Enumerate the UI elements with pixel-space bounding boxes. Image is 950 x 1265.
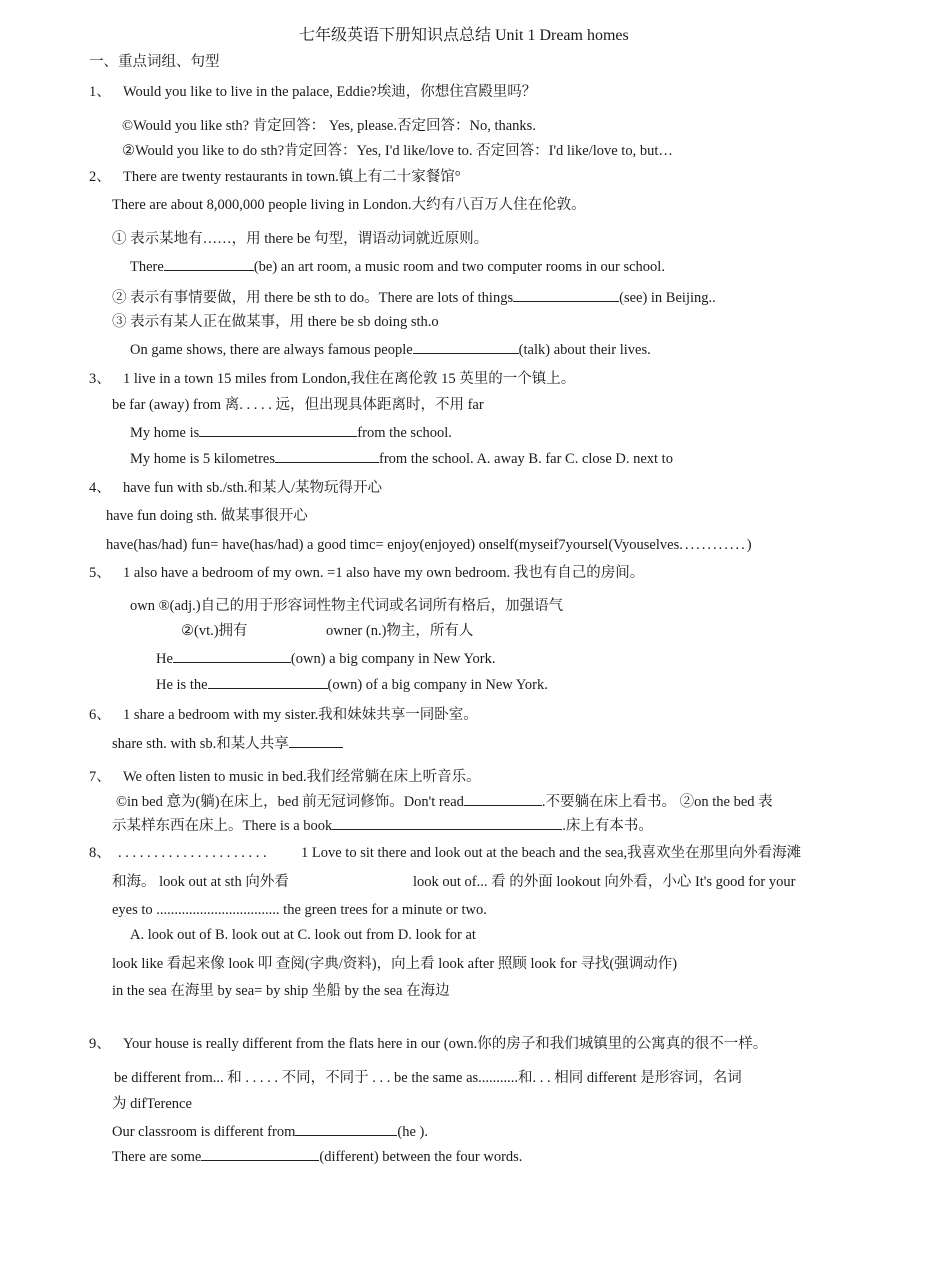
answer-blank[interactable] <box>513 287 619 302</box>
note-line: ②(vt.)拥有 <box>181 623 248 639</box>
exercise-line <box>130 448 673 469</box>
note-line: look out of... 看 的外面 lookout 向外看，小心 It's good for your <box>413 874 796 890</box>
exercise-text: My home is <box>130 425 200 441</box>
note-line <box>112 733 343 754</box>
note-line: ②Would you like to do sth?肯定回答：Yes, I'd like/love to. 否定回答：I'd like/love to, but… <box>122 143 673 159</box>
note-line <box>112 815 653 836</box>
item-sentence: There are twenty restaurants in town.镇上有二十家餐馆° <box>123 169 461 185</box>
exercise-text: He is the <box>156 677 208 693</box>
answer-blank[interactable] <box>201 1146 319 1161</box>
item-sentence: There are about 8,000,000 people living in London.大约有八百万人住在伦敦。 <box>112 197 586 213</box>
rule-text: (see) in Beijing.. <box>619 290 716 306</box>
dotted-blank: .................................. <box>156 902 280 918</box>
note-text: 示某样东西在床上。There is a book <box>112 818 333 834</box>
answer-blank[interactable] <box>208 674 328 689</box>
exercise-line <box>112 1146 522 1167</box>
exercise-line <box>130 339 651 360</box>
item-sentence: 1 also have a bedroom of my own. =1 also have my own bedroom. 我也有自己的房间。 <box>123 565 645 581</box>
note-text: ©in bed 意为(躺)在床上，bed 前无冠词修饰。Don't read <box>116 794 464 810</box>
note-line: look like 看起来像 look 叩 查阅(字典/资料)，向上看 look after 照顾 look for 寻找(强调动作) <box>112 956 678 972</box>
note-line: own ®(adj.)自己的用于形容词性物主代词或名词所有格后，加强语气 <box>130 598 564 614</box>
exercise-text: (be) an art room, a music room and two computer rooms in our school. <box>253 259 665 275</box>
exercise-text: (own) a big company in New York. <box>290 651 496 667</box>
item-number: 7、 <box>89 769 111 785</box>
exercise-text: Our classroom is different from <box>112 1124 296 1140</box>
answer-blank[interactable] <box>164 256 254 271</box>
exercise-line <box>156 648 496 669</box>
exercise-text: (he ). <box>397 1124 428 1140</box>
item-number: 9、 <box>89 1036 111 1052</box>
answer-blank[interactable] <box>332 815 562 830</box>
answer-blank[interactable] <box>413 339 519 354</box>
note-line <box>116 791 773 812</box>
note-text: .不要躺在床上看书。 ②on the bed 表 <box>541 794 773 810</box>
item-number: 2、 <box>89 169 111 185</box>
answer-options: A. look out of B. look out at C. look out from D. look for at <box>130 927 476 943</box>
item-sentence: 1 live in a town 15 miles from London,我住在离伦敦 15 英里的一个镇上。 <box>123 371 576 387</box>
answer-blank[interactable] <box>275 448 379 463</box>
answer-blank[interactable] <box>289 733 343 748</box>
item-number: 5、 <box>89 565 111 581</box>
rule-text: ② 表示有事情要做，用 there be sth to do。There are lots of things <box>112 290 514 306</box>
exercise-text: the green trees for a minute or two. <box>283 902 487 918</box>
exercise-line <box>112 1121 428 1142</box>
answer-blank[interactable] <box>199 422 357 437</box>
note-line: owner (n.)物主，所有人 <box>326 623 474 639</box>
item-number: 3、 <box>89 371 111 387</box>
note-line: be different from... 和 . . . . . 不同，不同于 . . . be the same as...........和. . . 相同 different 是形容词，名词 <box>114 1070 742 1086</box>
note-text: ) <box>746 537 752 553</box>
item-number: 1、 <box>89 84 111 100</box>
note-text: .床上有本书。 <box>562 818 653 834</box>
item-sentence: have fun with sb./sth.和某人/某物玩得开心 <box>123 480 382 496</box>
item-number: 8、 <box>89 845 111 861</box>
note-text: have(has/had) fun= have(has/had) a good timc= enjoy(enjoyed) onself(myseif7yoursel(Vyouselves <box>106 537 680 553</box>
rule-line: ③ 表示有某人正在做某事，用 there be sb doing sth.o <box>112 314 439 330</box>
note-line: 和海。 look out at sth 向外看 <box>112 874 289 890</box>
item-sentence: 1 share a bedroom with my sister.我和妹妹共享一同卧室。 <box>123 707 478 723</box>
exercise-text: There are some <box>112 1149 202 1165</box>
exercise-text: He <box>156 651 173 667</box>
rule-line <box>112 287 716 308</box>
exercise-text: (talk) about their lives. <box>518 342 651 358</box>
exercise-text: (own) of a big company in New York. <box>327 677 548 693</box>
exercise-text: On game shows, there are always famous people <box>130 342 413 358</box>
page-title: 七年级英语下册知识点总结 Unit 1 Dream homes <box>299 27 629 44</box>
exercise-text: from the school. <box>357 425 452 441</box>
note-line: in the sea 在海里 by sea= by ship 坐船 by the sea 在海边 <box>112 983 450 999</box>
exercise-line <box>112 900 487 920</box>
section-heading: 一、重点词组、句型 <box>89 54 220 70</box>
note-line: have fun doing sth. 做某事很开心 <box>106 508 308 524</box>
item-sentence: 1 Love to sit there and look out at the beach and the sea,我喜欢坐在那里向外看海滩 <box>301 845 802 861</box>
exercise-text: eyes to <box>112 902 153 918</box>
note-line <box>106 535 752 555</box>
answer-blank[interactable] <box>464 791 542 806</box>
exercise-line <box>130 256 665 277</box>
rule-line: be far (away) from 离. . . . . 远，但出现具体距离时，不用 far <box>112 397 484 413</box>
exercise-text: There <box>130 259 164 275</box>
item-number: 4、 <box>89 480 111 496</box>
answer-blank[interactable] <box>295 1121 397 1136</box>
exercise-text: (different) between the four words. <box>319 1149 523 1165</box>
note-line: 为 difTerence <box>112 1096 192 1112</box>
exercise-text: My home is 5 kilometres <box>130 451 275 467</box>
item-number: 6、 <box>89 707 111 723</box>
exercise-text: from the school. A. away B. far C. close D. next to <box>379 451 673 467</box>
item-sentence: Your house is really different from the flats here in our (own.你的房子和我们城镇里的公寓真的很不一样。 <box>123 1036 768 1052</box>
note-line: ©Would you like sth? 肯定回答： Yes, please.否定回答：No, thanks. <box>122 118 536 134</box>
dotted-blank: ............ <box>679 537 747 553</box>
item-sentence: We often listen to music in bed.我们经常躺在床上听音乐。 <box>123 769 481 785</box>
dotted-blank: . . . . . . . . . . . . . . . . . . . . . <box>118 845 267 861</box>
exercise-line <box>156 674 548 695</box>
note-text: share sth. with sb.和某人共享 <box>112 736 289 752</box>
item-sentence: Would you like to live in the palace, Eddie?埃迪，你想住宫殿里吗？ <box>123 84 537 100</box>
exercise-line <box>130 422 452 443</box>
answer-blank[interactable] <box>173 648 291 663</box>
rule-line: ① 表示某地有……，用 there be 句型，谓语动词就近原则。 <box>112 231 489 247</box>
